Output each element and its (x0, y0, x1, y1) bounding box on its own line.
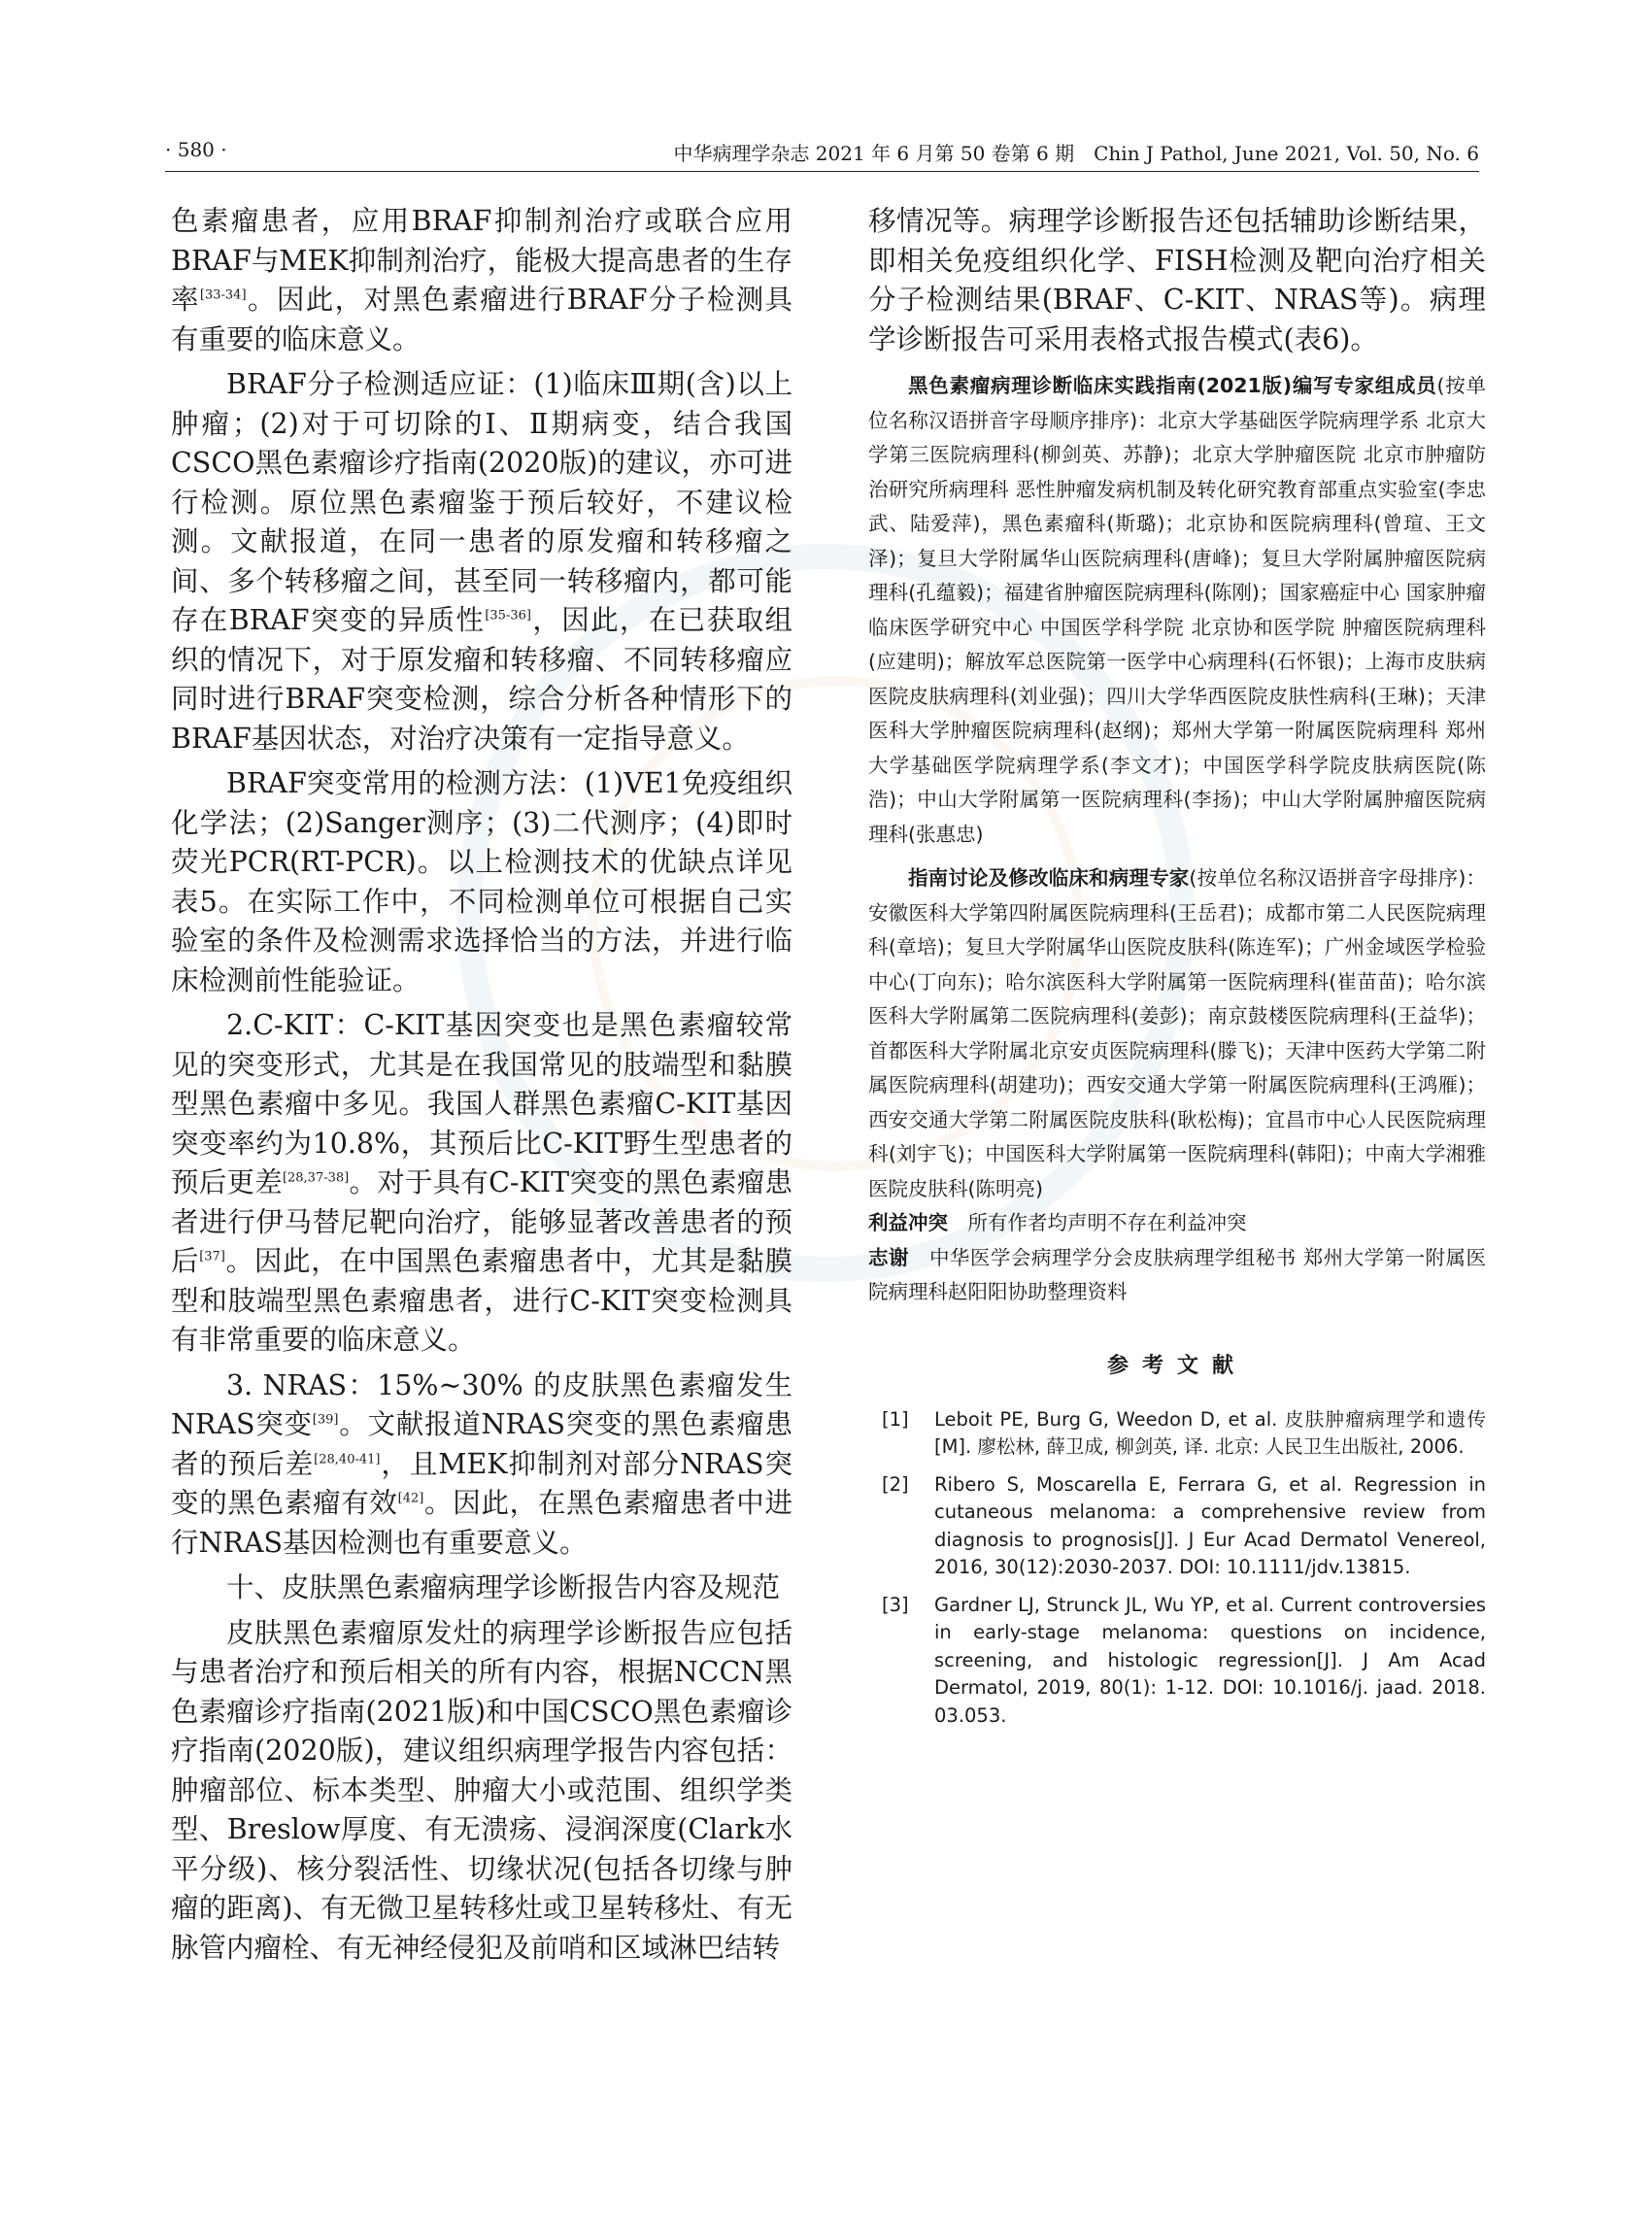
page-number: · 580 · (165, 138, 227, 161)
journal-citation: 中华病理学杂志 2021 年 6 月第 50 卷第 6 期 Chin J Pathol, June 2021, Vol. 50, No. 6 (673, 142, 1479, 165)
reference-item: [2] Ribero S, Moscarella E, Ferrara G, et al. Regression in cutaneous melanoma: a comprehensive review from diagnosis to prognosis[J]. J Eur Acad Dermatol Venereol, 2016, 30(12):2030-2037. DOI: 10.1111/jdv.13815. (882, 1472, 1486, 1578)
right-column (868, 202, 1486, 1739)
reference-item: [3] Gardner LJ, Strunck JL, Wu YP, et al. Current controversies in early-stage melanoma: questions on incidence, screening, and histologic regression[J]. J Am Acad Dermatol, 2019, 80(1): 1-12. DOI: 10.1016/j. jaad. 2018. 03.053. (882, 1593, 1486, 1727)
discussion-expert-list: 指南讨论及修改临床和病理专家(按单位名称汉语拼音字母排序)：安徽医科大学第四附属医院病理科(王岳君)；成都市第二人民医院病理科(章培)；复旦大学附属华山医院皮肤科(陈连军)；广州金域医学检验中心(丁向东)；哈尔滨医科大学附属第一医院病理科(崔苗苗)；哈尔滨医科大学附属第二医院病理科(姜彭)；南京鼓楼医院病理科(王益华)；首都医科大学附属北京安贞医院病理科(滕飞)；天津中医药大学第二附属医院病理科(胡建功)；西安交通大学第一附属医院病理科(王鸿雁)；西安交通大学第二附属医院皮肤科(耿松梅)；宜昌市中心人民医院病理科(刘宇飞)；中国医科大学附属第一医院病理科(韩阳)；中南大学湘雅医院皮肤科(陈明亮) (868, 866, 1487, 1200)
acknowledgement: 志谢 中华医学会病理学分会皮肤病理学组秘书 郑州大学第一附属医院病理科赵阳阳协助整理资料 (868, 1245, 1487, 1303)
conflict-of-interest: 利益冲突 所有作者均声明不存在利益冲突 (868, 1211, 1247, 1234)
references-title: 参考文献 (1106, 1353, 1247, 1378)
expert-group-list: 黑色素瘤病理诊断临床实践指南(2021版)编写专家组成员(按单位名称汉语拼音字母顺序排序)：北京大学基础医学院病理学系 北京大学第三医院病理科(柳剑英、苏静)；北京大学肿瘤医院 北京市肿瘤防治研究所病理科 恶性肿瘤发病机制及转化研究教育部重点实验室(李忠武、陆爱萍)，黑色素瘤科(斯璐)；北京协和医院病理科(曾瑄、王文泽)；复旦大学附属华山医院病理科(唐峰)；复旦大学附属肿瘤医院病理科(孔蕴毅)；福建省肿瘤医院病理科(陈刚)；国家癌症中心 国家肿瘤临床医学研究中心 中国医学科学院 北京协和医学院 肿瘤医院病理科(应建明)；解放军总医院第一医学中心病理科(石怀银)；上海市皮肤病医院皮肤病理科(刘业强)；四川大学华西医院皮肤性病科(王琳)；天津医科大学肿瘤医院病理科(赵纲)；郑州大学第一附属医院病理科 郑州大学基础医学院病理学系(李文才)；中国医学科学院皮肤病医院(陈浩)；中山大学附属第一医院病理科(李扬)；中山大学附属肿瘤医院病理科(张惠忠) (868, 374, 1487, 846)
paragraph: BRAF分子检测适应证：(1)临床Ⅲ期(含)以上肿瘤；(2)对于可切除的Ⅰ、Ⅱ期病变，结合我国CSCO黑色素瘤诊疗指南(2020版)的建议，亦可进行检测。原位黑色素瘤鉴于预后较好，不建议检测。文献报道，在同一患者的原发瘤和转移瘤之间、多个转移瘤之间，甚至同一转移瘤内，都可能存在BRAF突变的异质性[35-36]，因此，在已获取组织的情况下，对于原发瘤和转移瘤、不同转移瘤应同时进行BRAF突变检测，综合分析各种情形下的BRAF基因状态，对治疗决策有一定指导意义。 (171, 368, 792, 755)
paragraph: 移情况等。病理学诊断报告还包括辅助诊断结果，即相关免疫组织化学、FISH检测及靶向治疗相关分子检测结果(BRAF、C-KIT、NRAS等)。病理学诊断报告可采用表格式报告模式(表6)。 (868, 205, 1486, 355)
reference-item: [1] Leboit PE, Burg G, Weedon D, et al. 皮肤肿瘤病理学和遗传[M]. 廖松林, 薛卫成, 柳剑英, 译. 北京: 人民卫生出版社, 2006. (882, 1407, 1486, 1458)
paragraph: 2.C-KIT：C-KIT基因突变也是黑色素瘤较常见的突变形式，尤其是在我国常见的肢端型和黏膜型黑色素瘤中多见。我国人群黑色素瘤C-KIT基因突变率约为10.8%，其预后比C-KIT野生型患者的预后更差[28,37-38]。对于具有C-KIT突变的黑色素瘤患者进行伊马替尼靶向治疗，能够显著改善患者的预后[37]。因此，在中国黑色素瘤患者中，尤其是黏膜型和肢端型黑色素瘤患者，进行C-KIT突变检测具有非常重要的临床意义。 (171, 1009, 792, 1356)
page-header (165, 134, 1479, 172)
left-column (171, 202, 792, 1968)
paragraph: 皮肤黑色素瘤原发灶的病理学诊断报告应包括与患者治疗和预后相关的所有内容，根据NCCN黑色素瘤诊疗指南(2021版)和中国CSCO黑色素瘤诊疗指南(2020版)，建议组织病理学报告内容包括：肿瘤部位、标本类型、肿瘤大小或范围、组织学类型、Breslow厚度、有无溃疡、浸润深度(Clark水平分级)、核分裂活性、切缘状况(包括各切缘与肿瘤的距离)、有无微卫星转移灶或卫星转移灶、有无脉管内瘤栓、有无神经侵犯及前哨和区域淋巴结转 (171, 1616, 792, 1964)
section-heading: 十、皮肤黑色素瘤病理学诊断报告内容及规范 (226, 1571, 781, 1603)
paragraph: BRAF突变常用的检测方法：(1)VE1免疫组织化学法；(2)Sanger测序；(3)二代测序；(4)即时荧光PCR(RT-PCR)。以上检测技术的优缺点详见表5。在实际工作中，不同检测单位可根据自己实验室的条件及检测需求选择恰当的方法，并进行临床检测前性能验证。 (171, 767, 792, 996)
paragraph: 3. NRAS：15%~30% 的皮肤黑色素瘤发生NRAS突变[39]。文献报道NRAS突变的黑色素瘤患者的预后差[28,40-41]，且MEK抑制剂对部分NRAS突变的黑色素瘤有效[42]。因此，在黑色素瘤患者中进行NRAS基因检测也有重要意义。 (171, 1368, 792, 1559)
paragraph: 色素瘤患者，应用BRAF抑制剂治疗或联合应用BRAF与MEK抑制剂治疗，能极大提高患者的生存率[33-34]。因此，对黑色素瘤进行BRAF分子检测具有重要的临床意义。 (171, 205, 792, 355)
